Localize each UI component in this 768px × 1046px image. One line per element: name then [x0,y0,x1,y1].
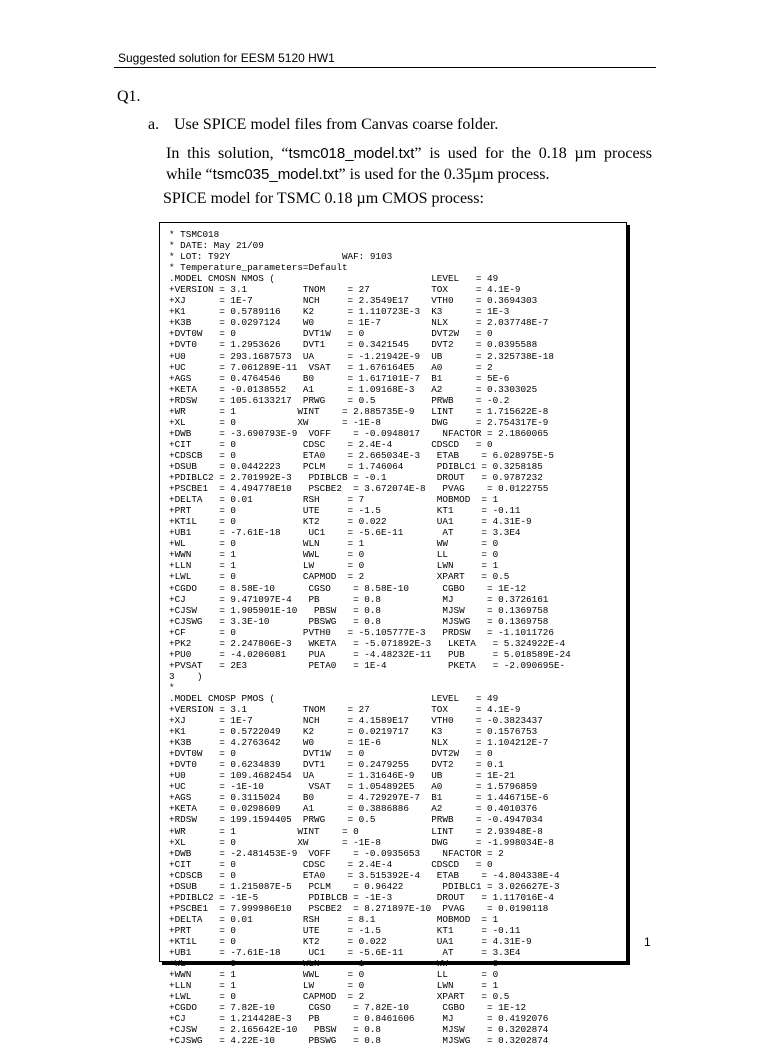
code-line: +DELTA = 0.01 RSH = 7 MOBMOD = 1 [169,494,499,506]
code-line: +LWL = 0 CAPMOD = 2 XPART = 0.5 [169,991,510,1003]
code-line: +DVT0W = 0 DVT1W = 0 DVT2W = 0 [169,748,493,760]
paragraph-text: In this solution, “ [166,145,289,162]
code-line: +DSUB = 0.0442223 PCLM = 1.746064 PDIBLC1 = 0.3258185 [169,460,543,472]
code-line: +PK2 = 2.247806E-3 WKETA = -5.071892E-3 LKETA = 5.324922E-4 [169,637,566,649]
code-line: * Temperature_parameters=Default [169,262,348,274]
code-line: +U0 = 293.1687573 UA = -1.21942E-9 UB = 2.325738E-18 [169,350,554,362]
code-line: +CF = 0 PVTH0 = -5.105777E-3 PRDSW = -1.1011726 [169,626,554,638]
code-line: +DWB = -3.690793E-9 VOFF = -0.0948017 NFACTOR = 2.1860065 [169,427,549,439]
code-line: +DVT0 = 1.2953626 DVT1 = 0.3421545 DVT2 = 0.0395588 [169,339,538,351]
code-line: +CJSWG = 4.22E-10 PBSWG = 0.8 MJSWG = 0.3202874 [169,1035,549,1046]
code-line: +CIT = 0 CDSC = 2.4E-4 CDSCD = 0 [169,438,493,450]
code-line: +RDSW = 105.6133217 PRWG = 0.5 PRWB = -0.2 [169,394,510,406]
code-line: +AGS = 0.4764546 B0 = 1.617101E-7 B1 = 5E-6 [169,372,510,384]
paragraph-text: ” is used for the 0.18 µm process while “ [166,145,653,183]
code-line: +U0 = 109.4682454 UA = 1.31646E-9 UB = 1E-21 [169,770,515,782]
code-line: +CJSW = 1.905901E-10 PBSW = 0.8 MJSW = 0.1369758 [169,604,549,616]
code-line: +UC = -1E-10 VSAT = 1.054892E5 A0 = 1.5796859 [169,781,538,793]
code-line: +DVT0W = 0 DVT1W = 0 DVT2W = 0 [169,328,493,340]
code-line: +RDSW = 199.1594405 PRWG = 0.5 PRWB = -0.4947034 [169,814,543,826]
code-line: +XJ = 1E-7 NCH = 4.1589E17 VTH0 = -0.3823437 [169,715,543,727]
subheading: SPICE model for TSMC 0.18 µm CMOS process: [163,190,484,207]
code-line: +CDSCB = 0 ETA0 = 2.665034E-3 ETAB = 6.028975E-5 [169,449,554,461]
code-line: +PDIBLC2 = 2.701992E-3 PDIBLCB = -0.1 DROUT = 0.9787232 [169,472,543,484]
code-line: +PRT = 0 UTE = -1.5 KT1 = -0.11 [169,924,521,936]
code-line: +CJSWG = 3.3E-10 PBSWG = 0.8 MJSWG = 0.1369758 [169,615,549,627]
code-line: +WL = 0 WLN = 1 WW = 0 [169,958,499,970]
paragraph-text: ” is used for the 0.35µm process. [338,166,550,183]
spice-model-listing [159,222,627,1046]
code-line: +DELTA = 0.01 RSH = 8.1 MOBMOD = 1 [169,913,499,925]
code-line: +PSCBE1 = 4.494778E10 PSCBE2 = 3.672074E-8 PVAG = 0.0122755 [169,483,549,495]
code-line: +K3B = 0.0297124 W0 = 1E-7 NLX = 2.037748E-7 [169,317,549,329]
code-line: +WR = 1 WINT = 0 LINT = 2.93948E-8 [169,825,543,837]
code-line: +XL = 0 XW = -1E-8 DWG = 2.754317E-9 [169,416,549,428]
code-line: +CJ = 9.471097E-4 PB = 0.8 MJ = 0.3726161 [169,593,549,605]
question-label: Q1. [117,88,141,105]
code-line: +VERSION = 3.1 TNOM = 27 TOX = 4.1E-9 [169,284,521,296]
list-item-a [148,116,498,134]
page-header: Suggested solution for EESM 5120 HW1 [118,51,335,65]
code-line: +DVT0 = 0.6234839 DVT1 = 0.2479255 DVT2 = 0.1 [169,759,504,771]
code-line: +UB1 = -7.61E-18 UC1 = -5.6E-11 AT = 3.3E4 [169,947,521,959]
code-line: +DSUB = 1.215087E-5 PCLM = 0.96422 PDIBLC1 = 3.026627E-3 [169,880,560,892]
code-line: +CIT = 0 CDSC = 2.4E-4 CDSCD = 0 [169,858,493,870]
code-line: +WR = 1 WINT = 2.885735E-9 LINT = 1.715622E-8 [169,405,549,417]
code-line: +XL = 0 XW = -1E-8 DWG = -1.998034E-8 [169,836,554,848]
code-line: +PDIBLC2 = -1E-5 PDIBLCB = -1E-3 DROUT = 1.117016E-4 [169,891,554,903]
code-line: +K1 = 0.5722049 K2 = 0.0219717 K3 = 0.1576753 [169,726,538,738]
filename-018: tsmc018_model.txt [288,145,415,162]
code-line: * [169,681,175,693]
code-line: +UC = 7.061289E-11 VSAT = 1.676164E5 A0 = 2 [169,361,493,373]
code-line: +PVSAT = 2E3 PETA0 = 1E-4 PKETA = -2.090695E- [169,659,566,671]
page-number: 1 [644,935,651,949]
code-line: +DWB = -2.481453E-9 VOFF = -0.0935653 NFACTOR = 2 [169,847,504,859]
code-line: +CJ = 1.214428E-3 PB = 0.8461606 MJ = 0.4192076 [169,1013,549,1025]
code-line: +K1 = 0.5789116 K2 = 1.110723E-3 K3 = 1E-3 [169,306,510,318]
code-line: +XJ = 1E-7 NCH = 2.3549E17 VTH0 = 0.3694303 [169,295,538,307]
spice-model-code [160,223,626,1046]
code-line: +CDSCB = 0 ETA0 = 3.515392E-4 ETAB = -4.804338E-4 [169,869,560,881]
code-line: 3 ) [169,670,203,682]
code-line: +KT1L = 0 KT2 = 0.022 UA1 = 4.31E-9 [169,936,532,947]
code-line: +KETA = -0.0138552 A1 = 1.09168E-3 A2 = 0.3303025 [169,383,538,395]
code-line: +PSCBE1 = 7.999986E10 PSCBE2 = 8.271897E-10 PVAG = 0.0190118 [169,902,549,914]
code-line: * LOT: T92Y WAF: 9103 [169,251,393,263]
code-line: +WWN = 1 WWL = 0 LL = 0 [169,549,499,561]
code-line: +KT1L = 0 KT2 = 0.022 UA1 = 4.31E-9 [169,516,532,528]
code-line: +UB1 = -7.61E-18 UC1 = -5.6E-11 AT = 3.3E4 [169,527,521,539]
code-line: +PRT = 0 UTE = -1.5 KT1 = -0.11 [169,505,521,517]
code-line: +KETA = 0.0298609 A1 = 0.3886886 A2 = 0.4010376 [169,803,538,815]
code-line: +WL = 0 WLN = 1 WW = 0 [169,538,499,550]
code-line: +K3B = 4.2763642 W0 = 1E-6 NLX = 1.104212E-7 [169,737,549,749]
code-line: +CGDO = 8.58E-10 CGSO = 8.58E-10 CGBO = 1E-12 [169,582,527,594]
code-line: +WWN = 1 WWL = 0 LL = 0 [169,969,499,981]
code-line: * TSMC018 [169,229,220,240]
code-line: +LLN = 1 LW = 0 LWN = 1 [169,980,499,992]
code-line: +CGDO = 7.82E-10 CGSO = 7.82E-10 CGBO = 1E-12 [169,1002,527,1014]
solution-paragraph [166,143,652,185]
code-line: +LLN = 1 LW = 0 LWN = 1 [169,560,499,572]
code-line: .MODEL CMOSP PMOS ( LEVEL = 49 [169,692,499,704]
code-line: +PU0 = -4.0206081 PUA = -4.48232E-11 PUB = 5.018589E-24 [169,648,571,660]
header-rule [114,67,656,68]
list-item-label: a. [148,116,160,133]
code-line: * DATE: May 21/09 [169,240,264,252]
code-line: +CJSW = 2.165642E-10 PBSW = 0.8 MJSW = 0.3202874 [169,1024,549,1036]
code-line: +LWL = 0 CAPMOD = 2 XPART = 0.5 [169,571,510,583]
code-line: +VERSION = 3.1 TNOM = 27 TOX = 4.1E-9 [169,704,521,716]
filename-035: tsmc035_model.txt [212,166,339,183]
code-line: .MODEL CMOSN NMOS ( LEVEL = 49 [169,273,499,285]
list-item-text: Use SPICE model files from Canvas coarse folder. [174,116,499,133]
code-line: +AGS = 0.3115024 B0 = 4.729297E-7 B1 = 1.446715E-6 [169,792,549,804]
